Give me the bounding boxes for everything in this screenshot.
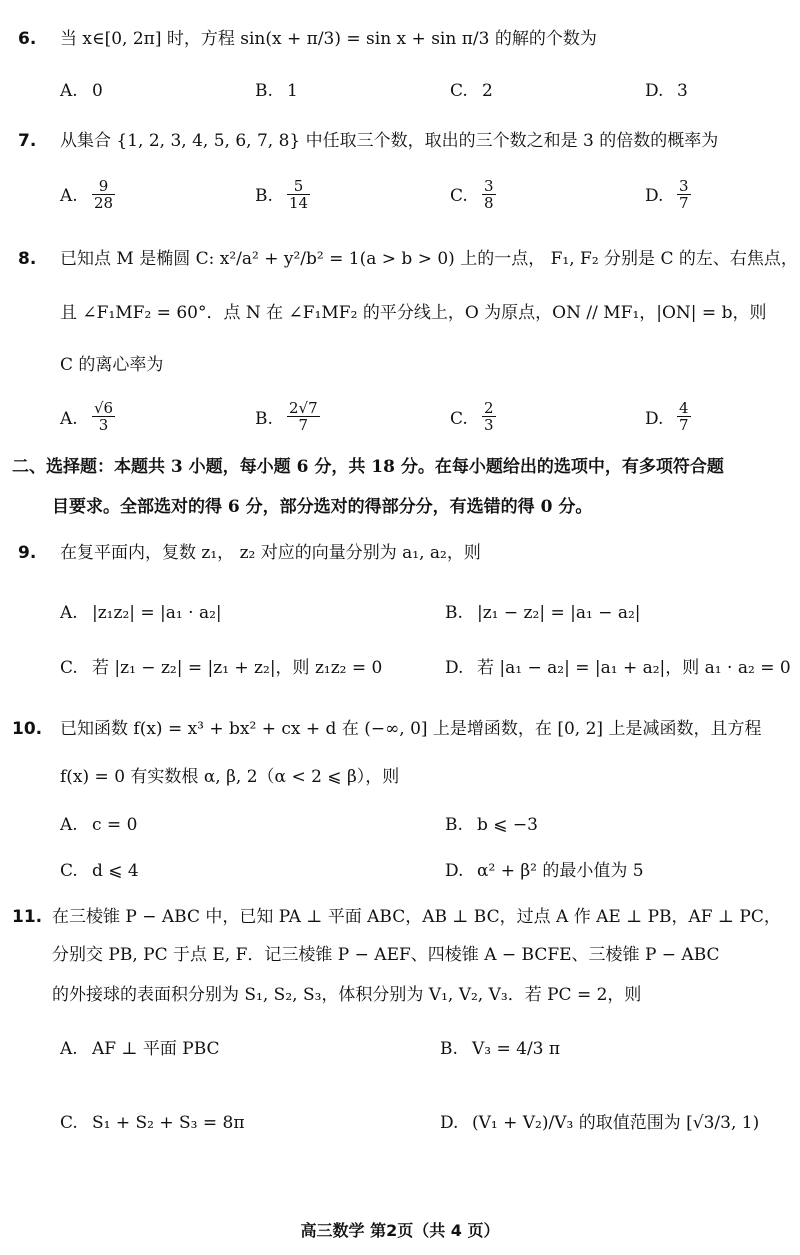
question-stem-line-3: C 的离心率为 [60,355,164,375]
option-text: b ⩽ −3 [477,815,538,835]
option-label: A. [60,186,78,206]
option-text: |z₁z₂| = |a₁ · a₂| [92,603,222,623]
question-number: 9. [18,543,37,563]
numerator: 4 [679,399,689,417]
option-text: V₃ = 4/3 π [472,1039,561,1059]
numerator: 3 [484,177,494,195]
option-label: B. [255,409,273,429]
question-stem-line-1: 已知函数 f(x) = x³ + bx² + cx + d 在 (−∞, 0] 上是增函数，在 [0, 2] 上是减函数，且方程 [60,719,762,739]
option-label: A. [60,81,78,101]
question-number: 8. [18,249,37,269]
option-label: A. [60,815,78,835]
option-fraction [482,400,496,433]
option-text: AF ⊥ 平面 PBC [92,1039,220,1059]
question-stem: 从集合 {1, 2, 3, 4, 5, 6, 7, 8} 中任取三个数，取出的三个数之和是 3 的倍数的概率为 [60,131,719,151]
option-fraction [482,178,496,211]
numerator: 5 [287,178,310,195]
question-stem-line-2: 分别交 PB, PC 于点 E, F．记三棱锥 P − AEF、四棱锥 A − BCFE、三棱锥 P − ABC [52,945,720,965]
option-label: D. [645,81,664,101]
denominator: 3 [484,416,494,434]
option-fraction [92,178,115,211]
option-fraction [677,178,691,211]
denominator: 14 [289,194,309,212]
section-line-2: 目要求。全部选对的得 6 分，部分选对的得部分分，有选错的得 0 分。 [52,497,593,517]
option-text: α² + β² 的最小值为 5 [477,861,644,881]
numerator: 3 [679,177,689,195]
option-text: 1 [287,81,298,101]
question-stem-line-1: 在三棱锥 P − ABC 中，已知 PA ⊥ 平面 ABC，AB ⊥ BC，过点 A 作 AE ⊥ PB，AF ⊥ PC， [52,907,781,927]
option-label: A. [60,1039,78,1059]
question-stem: 当 x∈[0, 2π] 时，方程 sin(x + π/3) = sin x + sin π/3 的解的个数为 [60,29,597,49]
option-fraction [287,400,320,433]
question-stem: 在复平面内，复数 z₁， z₂ 对应的向量分别为 a₁, a₂，则 [60,543,481,563]
question-stem-line-1: 已知点 M 是椭圆 C: x²/a² + y²/b² = 1(a > b > 0) 上的一点， F₁, F₂ 分别是 C 的左、右焦点， [60,249,798,269]
numerator: 2√7 [289,399,318,417]
option-text: (V₁ + V₂)/V₃ 的取值范围为 [√3/3, 1) [472,1113,760,1133]
option-label: C. [450,409,468,429]
option-fraction [92,400,115,433]
option-text: c = 0 [92,815,138,835]
denominator: 3 [98,416,109,434]
option-label: D. [645,186,664,206]
option-text: d ⩽ 4 [92,861,139,881]
question-stem-line-3: 的外接球的表面积分别为 S₁, S₂, S₃，体积分别为 V₁, V₂, V₃．若 PC = 2，则 [52,985,642,1005]
question-number: 7. [18,131,37,151]
option-label: C. [60,861,78,881]
option-label: B. [255,186,273,206]
numerator: 9 [92,178,115,195]
option-label: D. [445,861,464,881]
option-text: |z₁ − z₂| = |a₁ − a₂| [477,603,641,623]
denominator: 8 [484,194,494,212]
denominator: 7 [298,416,309,434]
question-number: 6. [18,29,37,49]
page-footer: 高三数学 第2页（共 4 页） [300,1221,500,1240]
option-label: B. [440,1039,458,1059]
option-label: D. [645,409,664,429]
option-text: 若 |a₁ − a₂| = |a₁ + a₂|，则 a₁ · a₂ = 0 [477,658,791,678]
option-fraction [677,400,691,433]
option-fraction [287,178,310,211]
question-number: 11. [12,907,43,927]
question-stem-line-2: f(x) = 0 有实数根 α, β, 2（α < 2 ⩽ β），则 [60,767,400,787]
option-text: 若 |z₁ − z₂| = |z₁ + z₂|，则 z₁z₂ = 0 [92,658,383,678]
option-label: D. [445,658,464,678]
denominator: 7 [679,194,689,212]
option-label: C. [60,658,78,678]
question-number: 10. [12,719,43,739]
option-label: A. [60,409,78,429]
option-label: C. [450,81,468,101]
denominator: 28 [94,194,114,212]
option-text: 2 [482,81,493,101]
denominator: 7 [679,416,689,434]
section-line-1: 二、选择题：本题共 3 小题，每小题 6 分，共 18 分。在每小题给出的选项中，有多项符合题 [12,457,724,477]
option-text: 3 [677,81,688,101]
numerator: 2 [484,399,494,417]
option-label: D. [440,1113,459,1133]
option-label: B. [445,603,463,623]
option-label: B. [445,815,463,835]
option-label: A. [60,603,78,623]
option-label: C. [450,186,468,206]
numerator: √6 [94,399,114,417]
option-text: 0 [92,81,103,101]
option-text: S₁ + S₂ + S₃ = 8π [92,1113,245,1133]
question-stem-line-2: 且 ∠F₁MF₂ = 60°．点 N 在 ∠F₁MF₂ 的平分线上，O 为原点，ON // MF₁，|ON| = b，则 [60,303,767,323]
option-label: B. [255,81,273,101]
option-label: C. [60,1113,78,1133]
